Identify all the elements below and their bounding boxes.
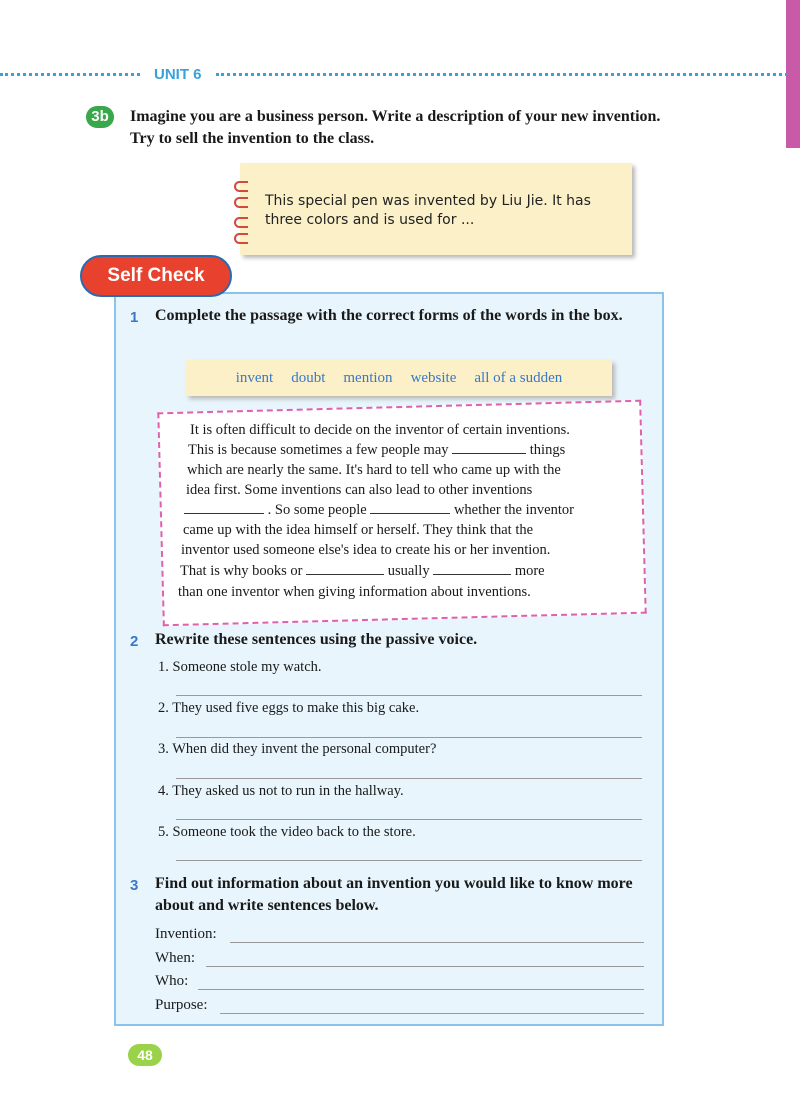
word-box-item: all of a sudden bbox=[474, 370, 563, 386]
note-ring-icon bbox=[234, 197, 248, 208]
passage-line bbox=[184, 502, 574, 519]
answer-line[interactable] bbox=[176, 819, 642, 820]
answer-line[interactable] bbox=[176, 778, 642, 779]
sentence-item: 4. They asked us not to run in the hallway. bbox=[158, 783, 404, 799]
sentence-item: 5. Someone took the video back to the store. bbox=[158, 824, 416, 840]
page-number: 48 bbox=[128, 1044, 162, 1066]
field-label-who: Who: bbox=[155, 973, 189, 989]
sentence-item: 2. They used five eggs to make this big cake. bbox=[158, 700, 420, 716]
field-label-purpose: Purpose: bbox=[155, 997, 208, 1013]
passage-line: inventor used someone else's idea to create his or her invention. bbox=[181, 542, 551, 558]
passage-fragment: things bbox=[529, 442, 566, 458]
section-badge-3b: 3b bbox=[86, 106, 114, 128]
passage-fragment: This is because sometimes a few people may bbox=[188, 442, 449, 458]
passage-line: idea first. Some inventions can also lead to other inventions bbox=[186, 482, 533, 498]
example-note bbox=[240, 163, 632, 255]
unit-header bbox=[0, 66, 790, 82]
note-ring-icon bbox=[234, 217, 248, 228]
dotted-rule-right bbox=[216, 73, 788, 76]
passage-line: It is often difficult to decide on the inventor of certain inventions. bbox=[190, 422, 570, 438]
question-2-text: Rewrite these sentences using the passive voice. bbox=[155, 631, 478, 648]
passage-fragment: more bbox=[514, 563, 545, 579]
self-check-badge: Self Check bbox=[80, 255, 232, 297]
passage-line bbox=[180, 563, 545, 580]
question-number: 1 bbox=[130, 309, 139, 326]
passage-fragment: usually bbox=[387, 563, 430, 579]
field-label-invention: Invention: bbox=[155, 926, 217, 942]
field-line[interactable] bbox=[206, 966, 644, 967]
note-ring-icon bbox=[234, 233, 248, 244]
field-line[interactable] bbox=[220, 1013, 644, 1014]
answer-blank[interactable] bbox=[184, 512, 264, 514]
example-note-text: This special pen was invented by Liu Jie. It has three colors and is used for ... bbox=[265, 193, 591, 228]
field-label-when: When: bbox=[155, 950, 195, 966]
answer-line[interactable] bbox=[176, 695, 642, 696]
section-3b-instruction: Imagine you are a business person. Write a description of your new invention. Try to sell the invention to the class. bbox=[130, 108, 661, 147]
dotted-rule-left bbox=[0, 73, 140, 76]
passage-line: than one inventor when giving information about inventions. bbox=[178, 584, 531, 600]
answer-line[interactable] bbox=[176, 737, 642, 738]
field-line[interactable] bbox=[230, 942, 644, 943]
word-box-item: invent bbox=[235, 370, 274, 386]
passage-fragment: That is why books or bbox=[180, 563, 303, 579]
answer-blank[interactable] bbox=[306, 573, 384, 575]
answer-blank[interactable] bbox=[370, 512, 450, 514]
word-box-item: doubt bbox=[291, 370, 326, 386]
passage-fragment: . So some people bbox=[267, 502, 367, 518]
passage-line bbox=[188, 442, 565, 459]
answer-line[interactable] bbox=[176, 860, 642, 861]
question-number: 3 bbox=[130, 877, 139, 894]
unit-label: UNIT 6 bbox=[150, 66, 206, 83]
sentence-item: 1. Someone stole my watch. bbox=[158, 659, 322, 675]
answer-blank[interactable] bbox=[433, 573, 511, 575]
note-ring-icon bbox=[234, 181, 248, 192]
sentence-item: 3. When did they invent the personal computer? bbox=[158, 741, 437, 757]
word-box bbox=[186, 360, 612, 396]
passage-line: which are nearly the same. It's hard to tell who came up with the bbox=[187, 462, 561, 478]
question-1-text: Complete the passage with the correct forms of the words in the box. bbox=[155, 307, 623, 324]
question-number: 2 bbox=[130, 633, 139, 650]
question-3-text: Find out information about an invention you would like to know more about and write sentences below. bbox=[155, 875, 633, 914]
field-line[interactable] bbox=[198, 989, 644, 990]
answer-blank[interactable] bbox=[452, 452, 526, 454]
passage-fragment: whether the inventor bbox=[453, 502, 574, 518]
word-box-item: website bbox=[410, 370, 457, 386]
passage-line: came up with the idea himself or herself. They think that the bbox=[183, 522, 534, 538]
word-box-item: mention bbox=[343, 370, 393, 386]
